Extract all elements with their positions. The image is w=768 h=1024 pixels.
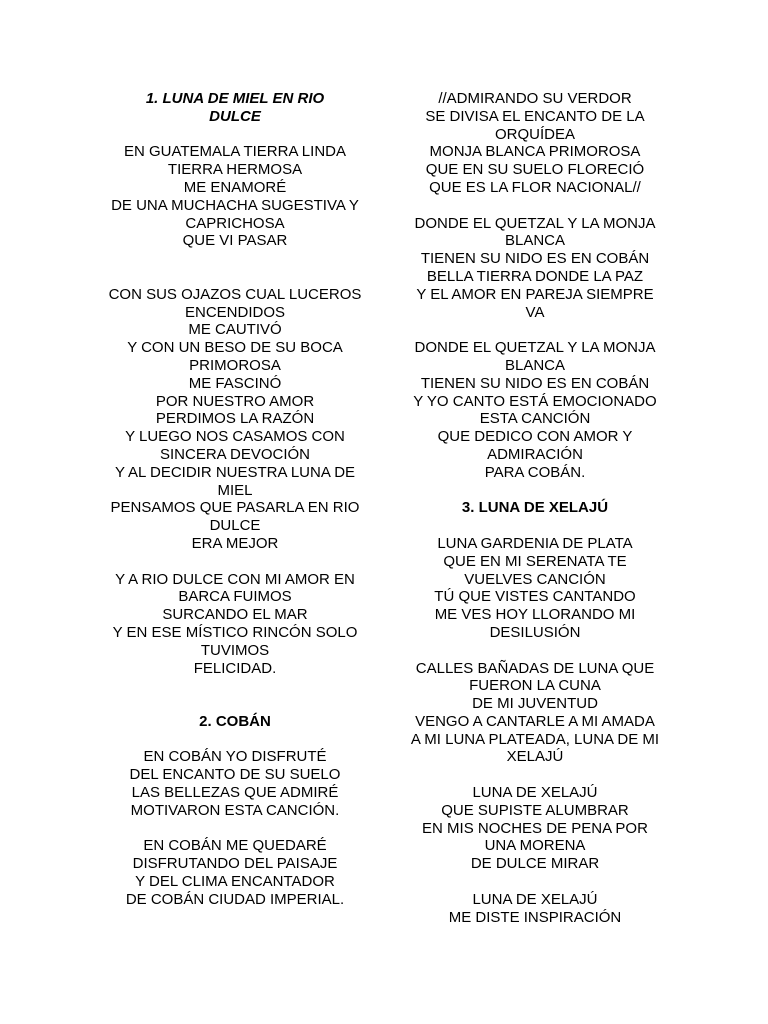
lyric-line: TIERRA HERMOSA xyxy=(167,161,303,179)
lyric-line: LUNA DE XELAJÚ xyxy=(472,784,598,802)
song-lyrics xyxy=(100,143,370,677)
right-column xyxy=(400,90,670,926)
lyric-line: PERDIMOS LA RAZÓN xyxy=(155,410,315,428)
song-title-coban: 2. COBÁN xyxy=(199,712,271,730)
stanza xyxy=(100,748,370,819)
lyric-line: CALLES BAÑADAS DE LUNA QUE xyxy=(415,659,655,677)
stanza xyxy=(400,891,670,927)
lyric-line: DE MI JUVENTUD xyxy=(472,695,598,713)
lyric-line: MONJA BLANCA PRIMOROSA xyxy=(429,143,641,161)
lyric-line: Y YO CANTO ESTÁ EMOCIONADO xyxy=(413,392,657,410)
song-title-luna-de-miel xyxy=(100,90,370,126)
lyric-line: BLANCA xyxy=(504,356,566,374)
lyric-line: ME DISTE INSPIRACIÓN xyxy=(448,908,622,926)
stanza xyxy=(400,90,670,197)
lyric-line: QUE EN MI SERENATA TE xyxy=(443,552,627,570)
stanza xyxy=(400,339,670,481)
lyric-line: Y CON UN BESO DE SU BOCA xyxy=(127,339,343,357)
stanza xyxy=(400,784,670,873)
song-lyrics xyxy=(400,535,670,927)
lyric-line: QUE ES LA FLOR NACIONAL// xyxy=(429,178,641,196)
title-line: 1. LUNA DE MIEL EN RIO xyxy=(145,90,325,107)
lyric-line: DEL ENCANTO DE SU SUELO xyxy=(129,766,341,784)
lyric-line: SURCANDO EL MAR xyxy=(162,606,308,624)
lyric-line: TIENEN SU NIDO ES EN COBÁN xyxy=(420,250,650,268)
lyric-line: DONDE EL QUETZAL Y LA MONJA xyxy=(414,339,656,357)
lyric-line: EN MIS NOCHES DE PENA POR xyxy=(422,819,648,837)
lyric-line: LUNA DE XELAJÚ xyxy=(472,890,598,908)
lyric-line: FELICIDAD. xyxy=(193,659,277,677)
song-title-luna-de-xelaju: 3. LUNA DE XELAJÚ xyxy=(461,499,609,517)
lyric-line: XELAJÚ xyxy=(506,748,564,766)
lyric-line: //ADMIRANDO SU VERDOR xyxy=(438,90,632,107)
lyric-line: Y EL AMOR EN PAREJA SIEMPRE xyxy=(416,285,654,303)
lyric-line: TUVIMOS xyxy=(200,641,270,659)
stanza xyxy=(400,535,670,642)
lyric-line: PRIMOROSA xyxy=(189,356,281,374)
stanza xyxy=(400,660,670,767)
lyric-line: DONDE EL QUETZAL Y LA MONJA xyxy=(414,214,656,232)
lyric-line: DE DULCE MIRAR xyxy=(470,855,600,873)
lyric-line: BARCA FUIMOS xyxy=(178,588,292,606)
lyric-line: LAS BELLEZAS QUE ADMIRÉ xyxy=(131,784,339,802)
lyric-line: ORQUÍDEA xyxy=(494,125,575,143)
lyric-line: Y AL DECIDIR NUESTRA LUNA DE xyxy=(114,463,356,481)
lyric-line: ME ENAMORÉ xyxy=(183,178,287,196)
lyric-line: BLANCA xyxy=(504,232,566,250)
lyric-line: SE DIVISA EL ENCANTO DE LA xyxy=(425,107,645,125)
lyric-line: ME FASCINÓ xyxy=(188,374,282,392)
stanza xyxy=(100,837,370,908)
lyric-line: EN GUATEMALA TIERRA LINDA xyxy=(123,143,346,161)
lyric-line: FUERON LA CUNA xyxy=(469,677,601,695)
lyric-line: Y EN ESE MÍSTICO RINCÓN SOLO xyxy=(112,623,358,641)
lyric-line: UNA MORENA xyxy=(484,837,586,855)
stanza xyxy=(100,286,370,553)
title-line: DULCE xyxy=(209,107,261,125)
lyric-line: BELLA TIERRA DONDE LA PAZ xyxy=(426,267,644,285)
song-lyrics xyxy=(400,90,670,482)
song-lyrics xyxy=(100,748,370,908)
lyric-line: QUE EN SU SUELO FLORECIÓ xyxy=(425,161,645,179)
lyric-line: DE UNA MUCHACHA SUGESTIVA Y xyxy=(111,196,359,214)
lyric-line: CAPRICHOSA xyxy=(185,214,285,232)
lyric-line: MIEL xyxy=(217,481,253,499)
lyric-line: Y DEL CLIMA ENCANTADOR xyxy=(135,873,335,891)
lyric-line: TIENEN SU NIDO ES EN COBÁN xyxy=(420,374,650,392)
lyric-line: DESILUSIÓN xyxy=(489,623,581,641)
lyric-line: QUE VI PASAR xyxy=(182,232,288,250)
lyric-line: POR NUESTRO AMOR xyxy=(155,392,315,410)
lyric-line: QUE SUPISTE ALUMBRAR xyxy=(441,801,629,819)
lyric-line: VENGO A CANTARLE A MI AMADA xyxy=(415,712,655,730)
lyric-line: DULCE xyxy=(209,517,261,535)
lyric-line: CON SUS OJAZOS CUAL LUCEROS xyxy=(108,285,362,303)
lyric-line: VA xyxy=(525,303,545,321)
lyric-line: MOTIVARON ESTA CANCIÓN. xyxy=(130,801,340,819)
lyric-line: ME CAUTIVÓ xyxy=(188,321,282,339)
lyric-line: SINCERA DEVOCIÓN xyxy=(159,445,311,463)
lyric-line: ME VES HOY LLORANDO MI xyxy=(434,606,636,624)
lyric-line: PENSAMOS QUE PASARLA EN RIO xyxy=(110,499,360,517)
lyric-line: LUNA GARDENIA DE PLATA xyxy=(437,534,633,552)
lyric-line: EN COBÁN ME QUEDARÉ xyxy=(143,837,327,855)
lyric-line: ERA MEJOR xyxy=(191,534,279,552)
lyric-line: ADMIRACIÓN xyxy=(487,445,583,463)
lyric-line: DISFRUTANDO DEL PAISAJE xyxy=(132,855,338,873)
stanza xyxy=(100,571,370,678)
lyric-line: DE COBÁN CIUDAD IMPERIAL. xyxy=(125,890,345,908)
lyric-line: ENCENDIDOS xyxy=(184,303,285,321)
lyric-line: Y LUEGO NOS CASAMOS CON xyxy=(125,428,345,446)
lyric-line: QUE DEDICO CON AMOR Y xyxy=(437,428,633,446)
lyric-line: TÚ QUE VISTES CANTANDO xyxy=(434,588,636,606)
lyric-line: A MI LUNA PLATEADA, LUNA DE MI xyxy=(410,730,660,748)
lyric-line: Y A RIO DULCE CON MI AMOR EN xyxy=(115,570,355,588)
stanza xyxy=(100,143,370,250)
lyric-line: EN COBÁN YO DISFRUTÉ xyxy=(143,748,327,766)
lyric-line: PARA COBÁN. xyxy=(484,463,586,481)
lyric-line: VUELVES CANCIÓN xyxy=(464,570,606,588)
lyric-line: ESTA CANCIÓN xyxy=(479,410,591,428)
left-column xyxy=(100,90,370,909)
stanza xyxy=(400,215,670,322)
